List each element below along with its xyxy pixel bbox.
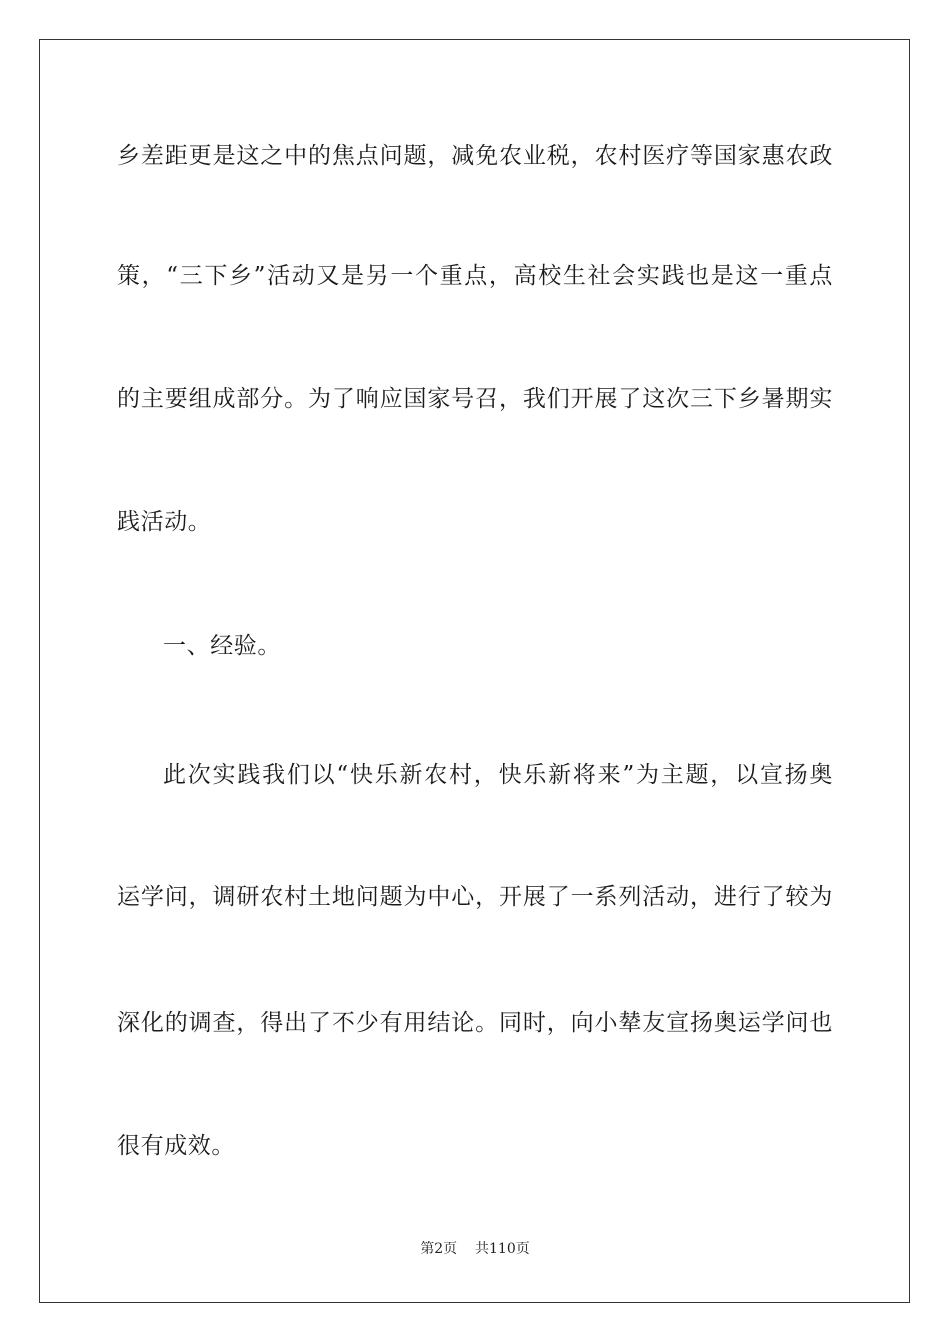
body-text-line: 此次实践我们以“快乐新农村，快乐新将来”为主题，以宣扬奥 — [163, 762, 833, 788]
body-text-line: 策，“三下乡”活动又是另一个重点，高校生社会实践也是这一重点 — [117, 263, 833, 289]
body-text-line: 乡差距更是这之中的焦点问题，减免农业税，农村医疗等国家惠农政 — [117, 143, 833, 169]
page-number: 第2页 — [420, 1241, 458, 1257]
page-frame — [39, 39, 910, 1303]
page-footer — [0, 1240, 950, 1258]
body-text-line: 很有成效。 — [117, 1133, 235, 1159]
body-text-line: 深化的调查，得出了不少有用结论。同时，向小辇友宣扬奥运学问也 — [117, 1010, 833, 1036]
section-heading: 一、经验。 — [163, 633, 281, 659]
body-text-line: 的主要组成部分。为了响应国家号召，我们开展了这次三下乡暑期实 — [117, 386, 833, 412]
page-total: 共110页 — [475, 1241, 530, 1257]
body-text-line: 践活动。 — [117, 509, 212, 535]
body-text-line: 运学问，调研农村土地问题为中心，开展了一系列活动，进行了较为 — [117, 884, 833, 910]
